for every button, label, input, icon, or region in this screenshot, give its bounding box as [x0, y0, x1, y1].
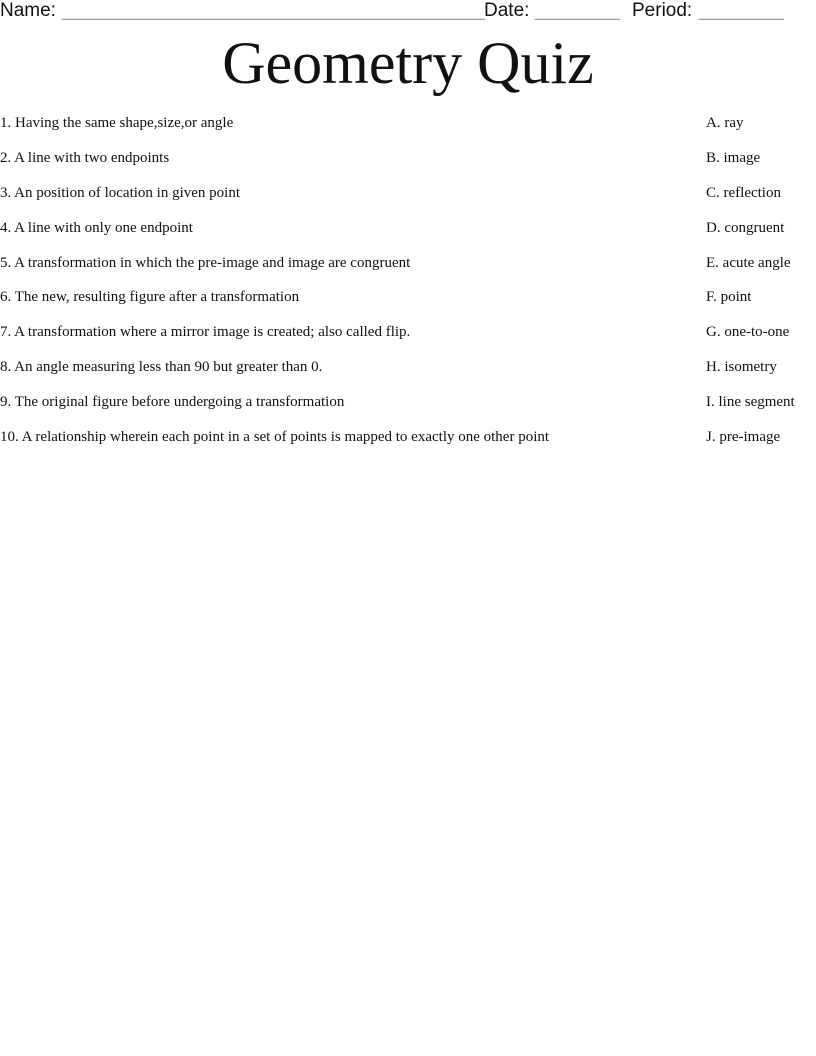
- list-item: [0, 322, 816, 357]
- date-label: Date:: [484, 0, 530, 21]
- header: [0, 0, 816, 22]
- answer-choice: B. image: [706, 149, 761, 166]
- answer-choice: C. reflection: [706, 184, 781, 201]
- question-text: 1. Having the same shape,size,or angle: [0, 115, 234, 131]
- list-item: [0, 113, 816, 148]
- answer-choice: G. one-to-one: [706, 324, 790, 341]
- question-text: 4. A line with only one endpoint: [0, 219, 193, 236]
- question-text: 3. An position of location in given point: [0, 184, 240, 201]
- answer-choice: F. point: [706, 289, 752, 306]
- answer-choice: E. acute angle: [706, 254, 791, 271]
- question-text: 9. The original figure before undergoing a transformation: [0, 394, 345, 411]
- list-item: [0, 357, 816, 392]
- list-item: [0, 218, 816, 253]
- list-item: [0, 427, 816, 462]
- answer-choice: D. congruent: [706, 219, 785, 236]
- list-item: [0, 148, 816, 183]
- question-text: 7. A transformation where a mirror image is created; also called flip.: [0, 324, 411, 341]
- question-text: 2. A line with two endpoints: [0, 149, 170, 166]
- name-label: Name:: [0, 0, 56, 21]
- question-text: 5. A transformation in which the pre-image and image are congruent: [0, 254, 411, 271]
- question-text: 8. An angle measuring less than 90 but greater than 0.: [0, 359, 323, 376]
- matching-list: [0, 113, 816, 462]
- question-text: 10. A relationship wherein each point in a set of points is mapped to exactly one other point: [0, 429, 550, 446]
- answer-choice: A. ray: [706, 115, 744, 131]
- answer-choice: H. isometry: [706, 359, 777, 376]
- period-blank: ________: [699, 0, 784, 21]
- list-item: [0, 253, 816, 288]
- list-item: [0, 287, 816, 322]
- page-title: Geometry Quiz: [222, 30, 594, 96]
- period-label: Period:: [632, 0, 693, 21]
- name-blank: ________________________________________: [62, 0, 485, 21]
- list-item: [0, 183, 816, 218]
- answer-choice: I. line segment: [706, 394, 795, 411]
- date-blank: ________: [535, 0, 620, 21]
- question-text: 6. The new, resulting figure after a transformation: [0, 289, 300, 306]
- list-item: [0, 392, 816, 427]
- answer-choice: J. pre-image: [706, 429, 781, 446]
